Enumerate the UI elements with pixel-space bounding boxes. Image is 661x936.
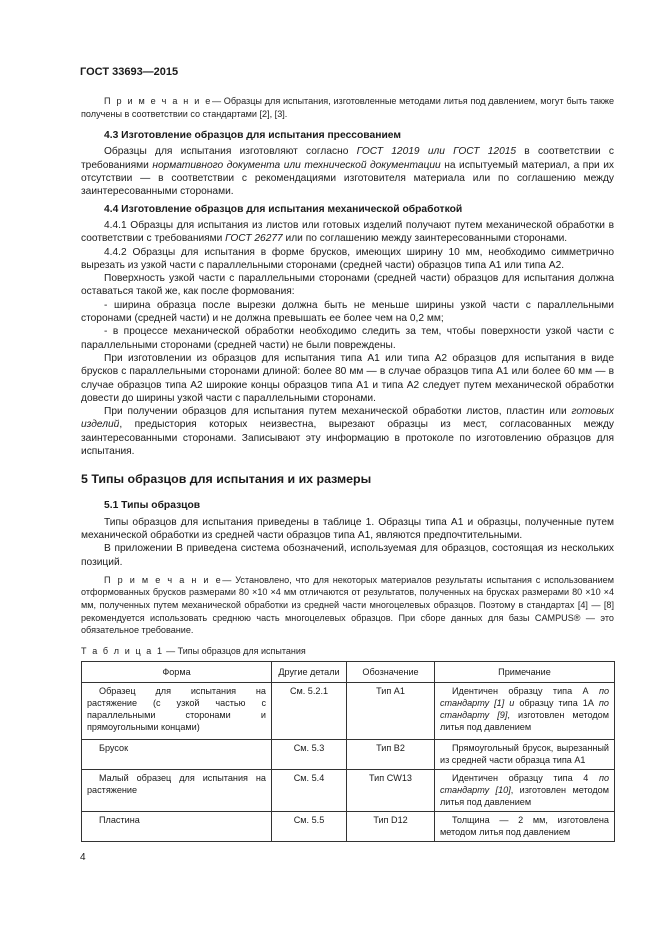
cell-note: Толщина — 2 мм, изготовлена методом литья под давлением xyxy=(435,811,615,841)
paragraph-bars: При изготовлении из образцов для испытания типа А1 или типа А2 образцов для испытания в виде брусков с параллельными сторонами длиной: более 80 мм — в случае образцов типа А1 или более 60 мм — в случае образцов типа А2 широкие концы образцов типа А1 и типа А2 следует путем механической обработки довести до ширины узкой части с параллельными сторонами. xyxy=(81,352,614,404)
paragraph-5-1-annex: В приложении В приведена система обозначений, используемая для образцов, состоящая из нескольких позиций. xyxy=(81,543,614,568)
cell-form: Образец для испытания на растяжение (с узкой частью с параллельными сторонами и прямоугольными концами) xyxy=(82,682,272,739)
note-label: П р и м е ч а н и е xyxy=(104,96,212,106)
cell-details: См. 5.3 xyxy=(272,739,347,769)
page-number: 4 xyxy=(80,852,86,863)
cell-details: См. 5.4 xyxy=(272,769,347,811)
table-row xyxy=(82,769,615,811)
cell-form: Брусок xyxy=(82,739,272,769)
text-run: , изготовлен методом литья под давлением xyxy=(440,784,609,807)
note-label: П р и м е ч а н и е xyxy=(104,574,223,585)
paragraph-4-4-2: 4.4.2 Образцы для испытания в форме брусков, имеющих ширину 10 мм, необходимо симметрично вырезать из узкой части с параллельными сторонами (средней части) образцов типа А1 или типа А2. xyxy=(81,246,614,271)
section-4-3-title: 4.3 Изготовление образцов для испытания прессованием xyxy=(104,130,401,142)
note-campus xyxy=(81,574,614,637)
cell-designation: Тип А1 xyxy=(347,682,435,739)
table-row xyxy=(82,811,615,841)
header-other-details: Другие детали xyxy=(272,661,347,682)
italic-term: готовых изделий xyxy=(81,406,614,431)
standard-reference: по стандарту [10] xyxy=(440,772,609,795)
text-run: Идентичен образцу типа А xyxy=(452,685,599,696)
paragraph-surface: Поверхность узкой части с параллельными сторонами (средней части) образцов для испытания должна оставаться такой же, как после формования: xyxy=(81,273,614,298)
specimen-types-table xyxy=(81,661,615,842)
page-content xyxy=(81,95,614,842)
section-4-3-paragraph xyxy=(81,145,614,198)
note-text: — Образцы для испытания, изготовленные методами литья под давлением, могут быть также получены в соответствии со стандартами [2], [3]. xyxy=(81,96,615,119)
cell-details: См. 5.5 xyxy=(272,811,347,841)
cell-designation: Тип D12 xyxy=(347,811,435,841)
table-row xyxy=(82,739,615,769)
note-casting xyxy=(81,95,614,120)
cell-note xyxy=(435,769,615,811)
document-header: ГОСТ 33693—2015 xyxy=(80,66,179,78)
paragraph-sheets xyxy=(81,405,614,458)
italic-term: и xyxy=(509,697,515,708)
cell-form: Пластина xyxy=(82,811,272,841)
standard-reference: ГОСТ 12019 или ГОСТ 12015 xyxy=(356,146,517,158)
note-text: — Установлено, что для некоторых материалов результаты испытания с использованием отформованных брусков размерами 80 ×10 ×4 мм отличаются от результатов, полученных на брусках размерами 80 ×10 ×4 мм, полученных путем механической обработки из средней части многоцелевых образцов. Поэтому в стандартах [4] — [8] рекомендуется использовать среднюю часть многоцелевых образцов. При сборе данных для базы CAMPUS® — это обязательное требование. xyxy=(81,574,614,636)
text-run: При получении образцов для испытания путем механической обработки листов, пластин или xyxy=(104,406,572,418)
text-run: или по соглашению между заинтересованными сторонами. xyxy=(282,233,568,245)
text-run: Идентичен образцу типа 4 xyxy=(452,772,599,783)
text-run: , предыстория которых неизвестна, вырезают образцы из мест, согласованных между заинтересованными сторонами. Записывают эту информацию в протоколе по изготовлению образцов для испытания. xyxy=(81,419,614,458)
header-designation: Обозначение xyxy=(347,661,435,682)
table-caption xyxy=(81,645,614,657)
document-reference: нормативного документа или технической документации xyxy=(152,159,441,171)
section-4-4-title: 4.4 Изготовление образцов для испытания механической обработкой xyxy=(104,203,463,215)
table-caption-label: Т а б л и ц а 1 xyxy=(81,645,164,656)
standard-reference: ГОСТ 26277 xyxy=(225,233,283,245)
text-run: в соответствии с требованиями xyxy=(81,146,614,171)
paragraph-5-1-types: Типы образцов для испытания приведены в таблице 1. Образцы типа А1 и образцы, полученные путем механической обработки из средней части образцов типа А1, являются предпочтительными. xyxy=(81,516,614,541)
cell-note: Прямоугольный брусок, вырезанный из средней части образца типа А1 xyxy=(435,739,615,769)
standard-reference: по стандарту [9] xyxy=(440,697,609,720)
cell-form: Малый образец для испытания на растяжение xyxy=(82,769,272,811)
table-caption-text: — Типы образцов для испытания xyxy=(163,645,306,656)
table-row xyxy=(82,682,615,739)
cell-details: См. 5.2.1 xyxy=(272,682,347,739)
cell-note xyxy=(435,682,615,739)
table-header-row xyxy=(82,661,615,682)
section-5-1-title: 5.1 Типы образцов xyxy=(104,500,201,512)
bullet-machining: - в процессе механической обработки необходимо следить за тем, чтобы поверхности узкой части с параллельными сторонами (средней части) не были повреждены. xyxy=(81,326,614,351)
section-5-title: 5 Типы образцов для испытания и их размеры xyxy=(81,472,372,487)
text-run: 4.4.1 Образцы для испытания из листов или готовых изделий получают путем механической обработки в соответствии с требованиями xyxy=(81,219,614,245)
cell-designation: Тип В2 xyxy=(347,739,435,769)
standard-reference: по стандарту [1] xyxy=(440,685,609,708)
text-run: Образцы для испытания изготовляют согласно xyxy=(104,146,357,158)
text-run: на испытуемый материал, а при их отсутствии — в соответствии с рекомендациями изготовителя материала или по соглашению между заинтересованными сторонами. xyxy=(81,159,614,198)
text-run: , изготовлен методом литья под давлением xyxy=(440,709,609,732)
header-note: Примечание xyxy=(435,661,615,682)
paragraph-4-4-1 xyxy=(81,219,614,246)
header-form: Форма xyxy=(82,661,272,682)
cell-designation: Тип CW13 xyxy=(347,769,435,811)
bullet-width: - ширина образца после вырезки должна быть не меньше ширины узкой части с параллельными сторонами (средней части) и не должна превышать ее более чем на 0,2 мм; xyxy=(81,299,614,325)
text-run: образцу типа 1А xyxy=(514,697,599,708)
